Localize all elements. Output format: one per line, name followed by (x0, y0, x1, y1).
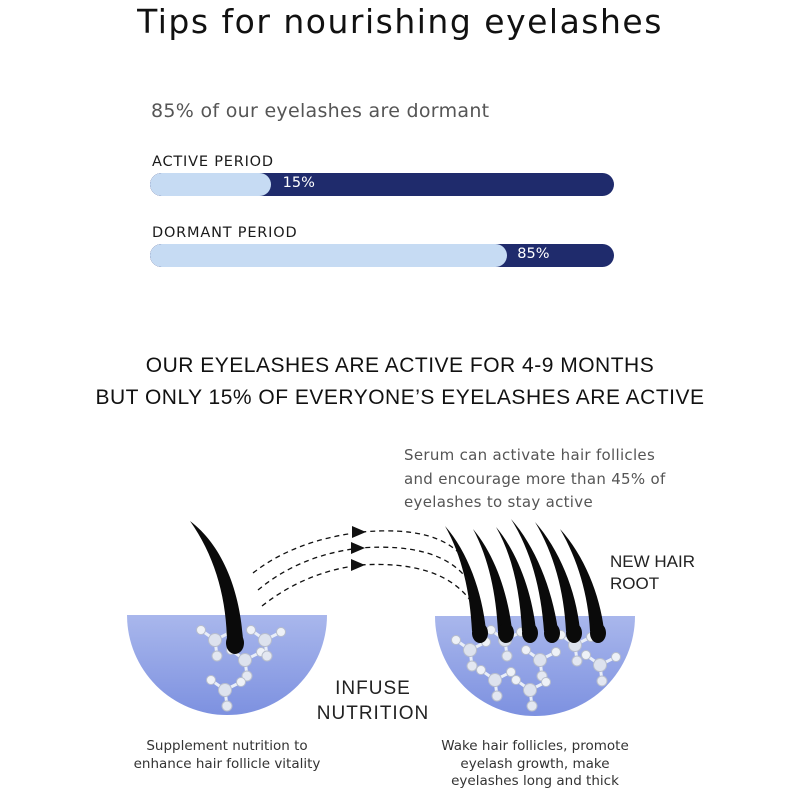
new-hair-root-line-1: NEW HAIR (610, 552, 695, 571)
headline-line-1: OUR EYELASHES ARE ACTIVE FOR 4-9 MONTHS (145, 354, 655, 377)
infuse-line-1: INFUSE (335, 678, 411, 699)
arrow-icon (352, 526, 366, 538)
serum-note-line-3: eyelashes to stay active (404, 493, 593, 511)
right-caption-line-3: eyelashes long and thick (451, 773, 619, 789)
new-hair-root-line-2: ROOT (610, 574, 660, 593)
dormant-period-percent: 85% (517, 246, 550, 262)
arrow-icon (253, 531, 470, 606)
serum-note-line-2: and encourage more than 45% of (404, 469, 666, 488)
right-caption (420, 738, 650, 791)
headline-line-2: BUT ONLY 15% OF EVERYONE’S EYELASHES ARE ACTIVE (95, 386, 705, 409)
serum-note-line-1: Serum can activate hair follicles (404, 446, 656, 464)
right-caption-line-2: eyelash growth, make (460, 755, 610, 772)
serum-note (404, 444, 684, 515)
infuse-line-2: NUTRITION (316, 703, 430, 724)
new-hair-root-label (610, 551, 695, 595)
left-caption (112, 738, 342, 773)
right-caption-line-1: Wake hair follicles, promote (441, 738, 629, 754)
arrow-icon (351, 559, 365, 571)
dormant-period-label: DORMANT PERIOD (152, 225, 298, 241)
infuse-nutrition-label (310, 676, 436, 726)
left-caption-line-1: Supplement nutrition to (146, 738, 308, 754)
left-caption-line-2: enhance hair follicle vitality (133, 755, 321, 772)
active-period-percent: 15% (282, 175, 315, 191)
active-period-label: ACTIVE PERIOD (152, 154, 274, 170)
arrow-icon (351, 542, 365, 554)
subtitle: 85% of our eyelashes are dormant (151, 100, 490, 122)
hair-root (226, 632, 244, 654)
page-title: Tips for nourishing eyelashes (137, 2, 663, 41)
